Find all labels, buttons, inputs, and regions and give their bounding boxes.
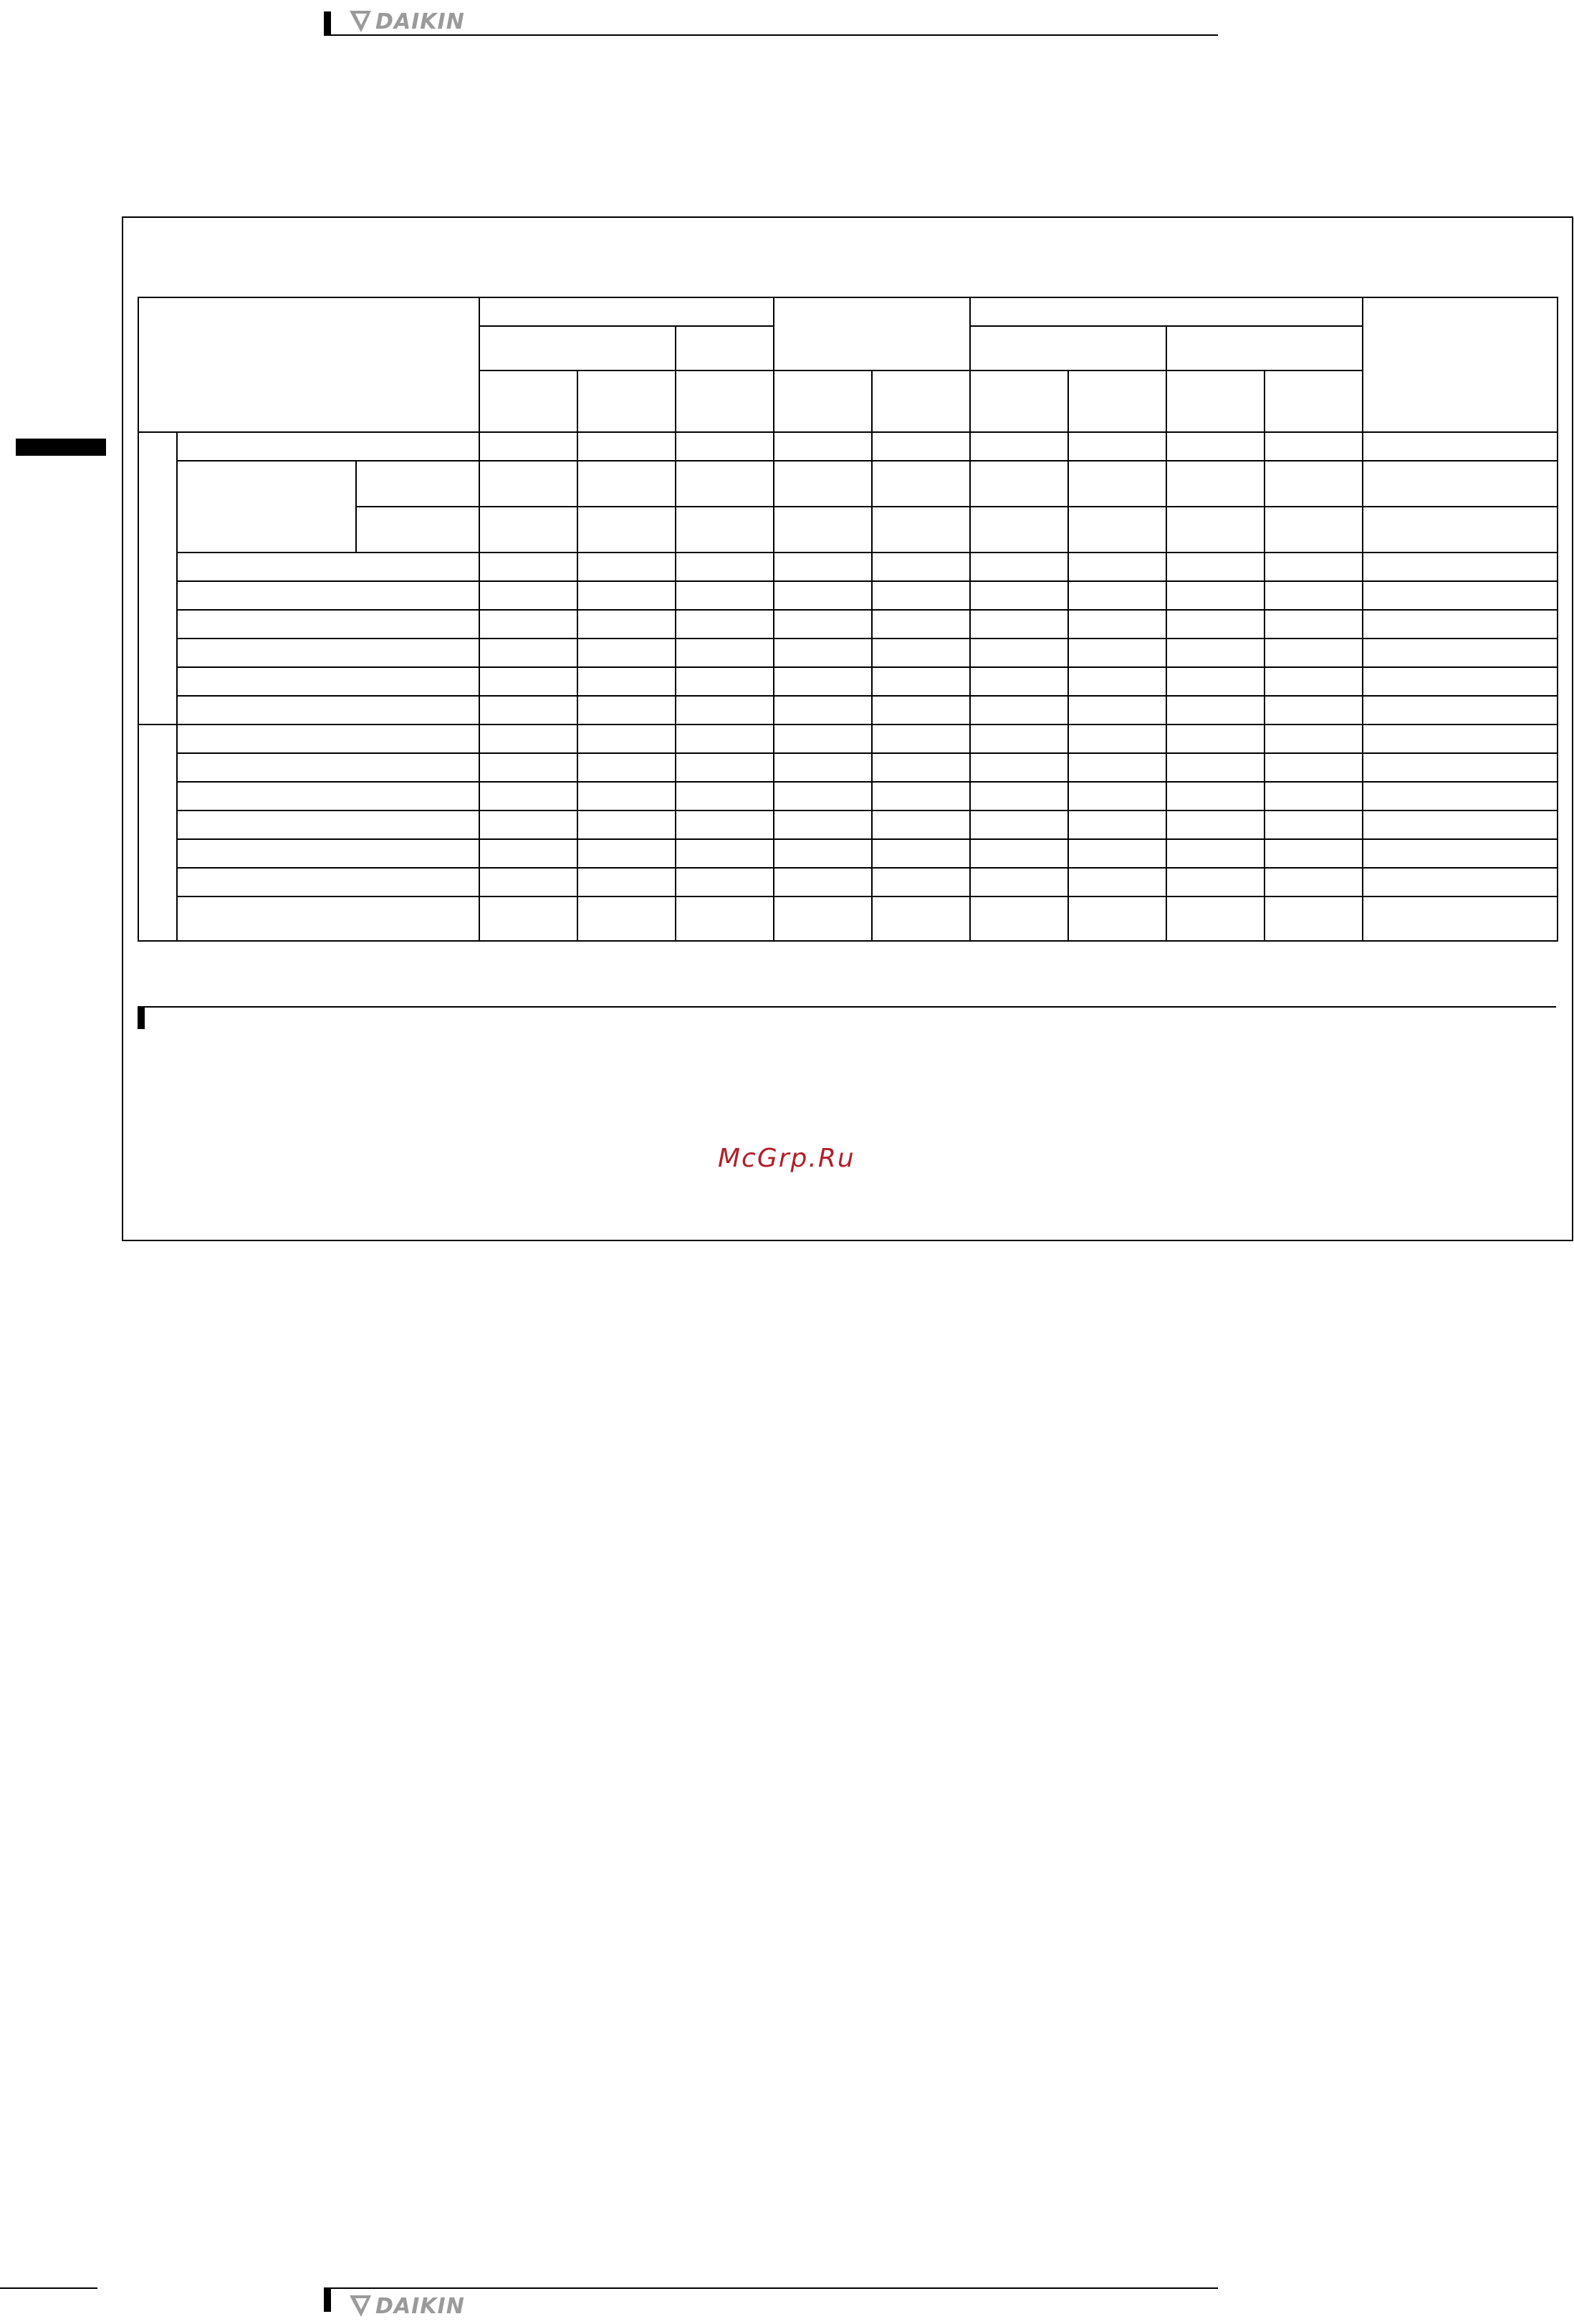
table-cell	[479, 868, 577, 896]
table-cell	[970, 753, 1068, 782]
table-cell	[676, 696, 774, 725]
header-column-cell	[774, 370, 872, 432]
footer-logo	[348, 2292, 465, 2320]
row-label-cell	[177, 896, 479, 941]
table-cell	[577, 639, 676, 667]
table-cell	[577, 507, 676, 553]
table-cell	[1166, 753, 1265, 782]
table-row	[138, 839, 1558, 868]
table-cell	[676, 839, 774, 868]
table-cell	[676, 581, 774, 610]
table-cell	[774, 553, 872, 581]
table-cell	[676, 667, 774, 696]
table-cell	[1166, 810, 1265, 839]
table-cell	[676, 610, 774, 639]
table-cell	[1166, 782, 1265, 810]
table-row	[138, 553, 1558, 581]
header-marker-bar	[324, 11, 331, 36]
table-cell	[676, 810, 774, 839]
table-cell	[970, 610, 1068, 639]
table-cell	[1068, 639, 1166, 667]
table-cell	[577, 581, 676, 610]
table-cell	[479, 725, 577, 753]
table-cell	[872, 610, 970, 639]
table-cell	[479, 753, 577, 782]
table-cell	[1265, 725, 1363, 753]
table-cell	[970, 432, 1068, 461]
table-row	[138, 868, 1558, 896]
footer-left-rule	[0, 2287, 97, 2289]
row-label-cell	[177, 432, 479, 461]
table-cell	[872, 553, 970, 581]
table-row	[138, 639, 1558, 667]
table-cell	[479, 553, 577, 581]
table-cell	[1166, 639, 1265, 667]
table-cell	[1068, 896, 1166, 941]
table-cell	[676, 782, 774, 810]
table-cell	[774, 610, 872, 639]
header-column-cell	[872, 370, 970, 432]
table-cell	[1265, 639, 1363, 667]
header-subgroup-cell	[1166, 326, 1363, 370]
table-cell	[577, 461, 676, 507]
header-subgroup-cell	[479, 326, 676, 370]
table-cell	[1166, 839, 1265, 868]
table-cell	[872, 667, 970, 696]
table-cell	[479, 896, 577, 941]
table-cell	[872, 753, 970, 782]
table-cell	[774, 868, 872, 896]
table-cell	[1265, 839, 1363, 868]
table-cell	[1166, 432, 1265, 461]
table-cell	[774, 753, 872, 782]
table-cell	[479, 610, 577, 639]
footer-marker-bar	[324, 2287, 331, 2312]
table-cell	[774, 896, 872, 941]
table-cell	[1068, 839, 1166, 868]
table-cell	[1166, 725, 1265, 753]
table-cell	[1166, 667, 1265, 696]
table-cell	[1265, 868, 1363, 896]
table-cell	[1068, 868, 1166, 896]
table-cell	[1166, 868, 1265, 896]
table-cell	[774, 725, 872, 753]
table-cell	[774, 782, 872, 810]
table-cell	[1363, 868, 1558, 896]
table-cell	[676, 868, 774, 896]
row-label-cell	[177, 581, 479, 610]
header-logo	[348, 7, 465, 36]
table-cell	[1265, 432, 1363, 461]
table-cell	[479, 696, 577, 725]
table-cell	[676, 725, 774, 753]
table-cell	[676, 432, 774, 461]
table-cell	[1068, 753, 1166, 782]
table-cell	[577, 810, 676, 839]
table-cell	[1363, 581, 1558, 610]
table-cell	[774, 507, 872, 553]
table-cell	[774, 839, 872, 868]
table-cell	[577, 553, 676, 581]
footer-rule	[331, 2287, 1218, 2289]
table-body-group-b	[138, 725, 1558, 941]
table-cell	[872, 782, 970, 810]
row-sublabel-cell	[356, 461, 479, 507]
table-cell	[970, 507, 1068, 553]
table-cell	[1068, 610, 1166, 639]
table-cell	[1363, 696, 1558, 725]
daikin-logo-icon	[348, 2294, 373, 2318]
table-cell	[676, 507, 774, 553]
table-cell	[774, 432, 872, 461]
table-cell	[479, 581, 577, 610]
table-cell	[1166, 581, 1265, 610]
table-row	[138, 696, 1558, 725]
header-group-cell	[479, 297, 774, 326]
header-column-cell	[479, 370, 577, 432]
table-cell	[1265, 753, 1363, 782]
table-cell	[1166, 507, 1265, 553]
table-cell	[1068, 507, 1166, 553]
header-remarks-cell	[1363, 297, 1558, 432]
table-cell	[1068, 581, 1166, 610]
watermark-text: McGrp.Ru	[718, 1144, 855, 1173]
table-cell	[1363, 639, 1558, 667]
row-label-cell	[177, 610, 479, 639]
table-cell	[1068, 461, 1166, 507]
table-header-row	[138, 297, 1558, 326]
row-label-cell	[177, 461, 356, 553]
header-brand-text: DAIKIN	[375, 9, 465, 34]
header-group-cell	[774, 297, 970, 370]
row-label-cell	[177, 639, 479, 667]
table-row	[138, 782, 1558, 810]
header-column-cell	[1068, 370, 1166, 432]
table-cell	[872, 696, 970, 725]
daikin-logo-icon	[348, 9, 373, 34]
table-cell	[1363, 553, 1558, 581]
table-cell	[774, 461, 872, 507]
table-cell	[872, 461, 970, 507]
table-cell	[577, 610, 676, 639]
table-cell	[1166, 696, 1265, 725]
table-cell	[1363, 461, 1558, 507]
table-cell	[1363, 782, 1558, 810]
table-cell	[479, 839, 577, 868]
table-cell	[970, 782, 1068, 810]
table-cell	[1363, 507, 1558, 553]
table-cell	[577, 782, 676, 810]
spec-table	[138, 297, 1558, 942]
table-cell	[676, 896, 774, 941]
table-cell	[1265, 810, 1363, 839]
table-cell	[1265, 667, 1363, 696]
row-label-cell	[177, 667, 479, 696]
note-marker-bar	[138, 1006, 145, 1029]
table-cell	[872, 507, 970, 553]
table-cell	[1068, 553, 1166, 581]
table-row	[138, 753, 1558, 782]
table-cell	[479, 810, 577, 839]
table-cell	[577, 868, 676, 896]
table-cell	[1068, 432, 1166, 461]
header-rule	[331, 34, 1218, 36]
table-cell	[479, 782, 577, 810]
table-cell	[676, 639, 774, 667]
table-cell	[970, 461, 1068, 507]
table-cell	[577, 667, 676, 696]
table-cell	[1363, 725, 1558, 753]
table-cell	[872, 810, 970, 839]
table-cell	[774, 639, 872, 667]
table-cell	[1068, 696, 1166, 725]
table-cell	[1265, 507, 1363, 553]
table-cell	[577, 896, 676, 941]
row-label-cell	[177, 753, 479, 782]
row-sublabel-cell	[356, 507, 479, 553]
row-label-cell	[177, 868, 479, 896]
table-cell	[872, 639, 970, 667]
header-group-cell	[970, 297, 1363, 326]
table-cell	[1068, 667, 1166, 696]
table-cell	[1166, 553, 1265, 581]
table-cell	[1265, 553, 1363, 581]
table-cell	[1166, 896, 1265, 941]
table-cell	[676, 461, 774, 507]
table-cell	[1363, 810, 1558, 839]
row-label-cell	[177, 810, 479, 839]
row-label-cell	[177, 782, 479, 810]
table-cell	[479, 639, 577, 667]
table-cell	[872, 896, 970, 941]
row-label-cell	[177, 725, 479, 753]
table-cell	[577, 432, 676, 461]
table-cell	[970, 581, 1068, 610]
table-cell	[676, 553, 774, 581]
table-cell	[774, 696, 872, 725]
table-row	[138, 810, 1558, 839]
table-cell	[1363, 432, 1558, 461]
row-label-cell	[177, 839, 479, 868]
table-cell	[970, 696, 1068, 725]
header-column-cell	[676, 370, 774, 432]
header-column-cell	[1265, 370, 1363, 432]
table-cell	[970, 896, 1068, 941]
table-cell	[1363, 839, 1558, 868]
group-a-label-cell	[138, 432, 177, 725]
table-cell	[1166, 610, 1265, 639]
table-cell	[1166, 461, 1265, 507]
table-row	[138, 667, 1558, 696]
table-cell	[774, 810, 872, 839]
table-cell	[1265, 581, 1363, 610]
table-cell	[1068, 810, 1166, 839]
table-cell	[1068, 782, 1166, 810]
table-cell	[1363, 896, 1558, 941]
table-cell	[577, 696, 676, 725]
note-rule	[145, 1006, 1556, 1008]
table-cell	[577, 725, 676, 753]
table-cell	[1265, 782, 1363, 810]
table-cell	[970, 868, 1068, 896]
row-label-cell	[177, 553, 479, 581]
table-cell	[774, 667, 872, 696]
table-cell	[872, 581, 970, 610]
table-corner-cell	[138, 297, 479, 432]
table-cell	[1265, 896, 1363, 941]
table-cell	[872, 725, 970, 753]
table-cell	[970, 639, 1068, 667]
table-cell	[1068, 725, 1166, 753]
row-label-cell	[177, 696, 479, 725]
table-cell	[872, 432, 970, 461]
table-cell	[479, 507, 577, 553]
table-cell	[577, 753, 676, 782]
header-column-cell	[1166, 370, 1265, 432]
table-cell	[970, 810, 1068, 839]
table-row	[138, 896, 1558, 941]
table-cell	[970, 839, 1068, 868]
table-row	[138, 461, 1558, 507]
table-cell	[676, 753, 774, 782]
table-cell	[774, 581, 872, 610]
table-cell	[872, 868, 970, 896]
footer-brand-text: DAIKIN	[375, 2293, 465, 2319]
table-cell	[1363, 610, 1558, 639]
header-column-cell	[577, 370, 676, 432]
table-cell	[1265, 610, 1363, 639]
table-cell	[1363, 753, 1558, 782]
table-cell	[970, 553, 1068, 581]
table-cell	[970, 667, 1068, 696]
table-cell	[479, 432, 577, 461]
table-cell	[970, 725, 1068, 753]
table-cell	[479, 667, 577, 696]
table-row	[138, 725, 1558, 753]
table-row	[138, 581, 1558, 610]
table-cell	[577, 839, 676, 868]
table-body-group-a	[138, 432, 1558, 725]
section-tab-marker	[16, 439, 106, 456]
table-cell	[1265, 461, 1363, 507]
header-subgroup-cell	[676, 326, 774, 370]
table-cell	[1363, 667, 1558, 696]
table-cell	[872, 839, 970, 868]
header-subgroup-cell	[970, 326, 1166, 370]
table-row	[138, 610, 1558, 639]
table-row	[138, 432, 1558, 461]
table-cell	[1265, 696, 1363, 725]
header-column-cell	[970, 370, 1068, 432]
table-cell	[479, 461, 577, 507]
group-b-label-cell	[138, 725, 177, 941]
